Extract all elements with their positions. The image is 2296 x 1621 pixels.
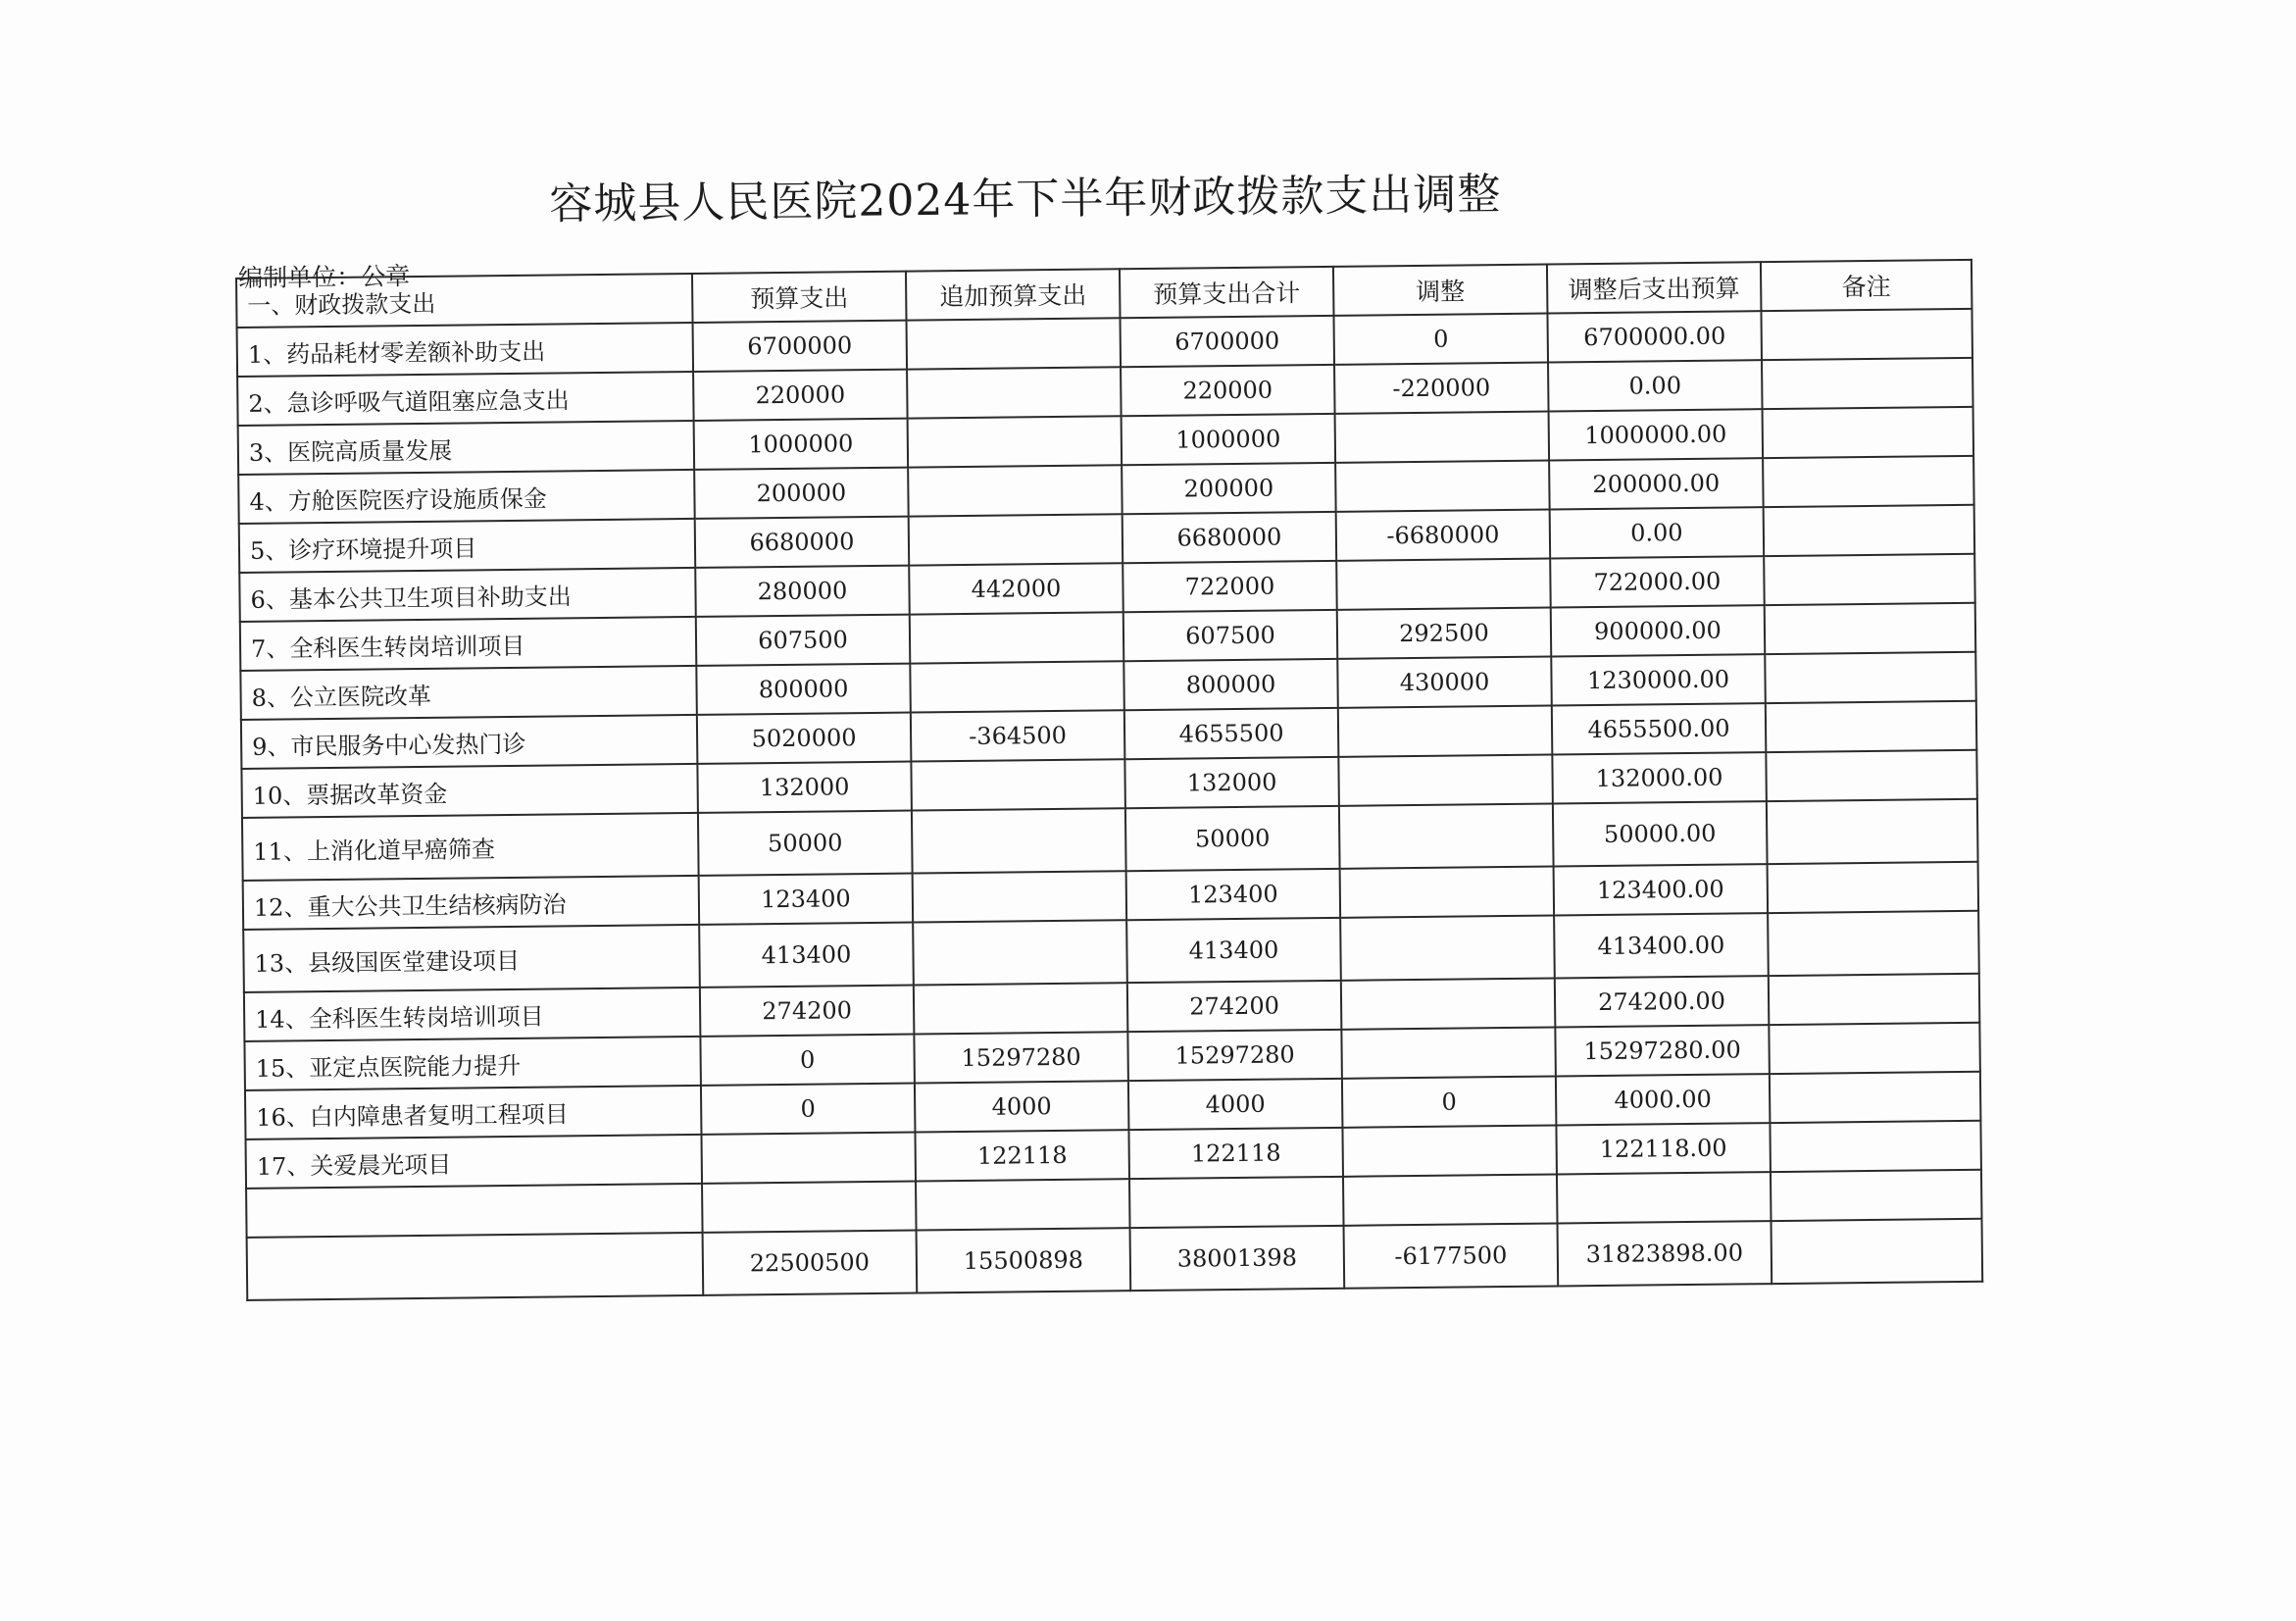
cell-total: 4000 [1128, 1079, 1343, 1130]
cell-budget [702, 1182, 917, 1233]
cell-name [246, 1184, 703, 1238]
cell-note [1762, 358, 1973, 409]
cell-name: 9、市民服务中心发热门诊 [241, 715, 698, 769]
cell-after: 413400.00 [1554, 913, 1769, 978]
cell-additional [912, 808, 1126, 873]
cell-budget: 413400 [699, 923, 914, 988]
total-cell-adjust: -6177500 [1344, 1223, 1559, 1288]
cell-name: 2、急诊呼吸气道阻塞应急支出 [237, 372, 694, 426]
cell-after: 15297280.00 [1555, 1025, 1770, 1076]
cell-note [1761, 309, 1972, 360]
cell-after: 4000.00 [1556, 1074, 1771, 1125]
cell-note [1770, 1072, 1981, 1123]
cell-name: 8、公立医院改革 [240, 666, 697, 720]
cell-name: 16、白内障患者复明工程项目 [245, 1086, 702, 1140]
cell-note [1769, 1023, 1980, 1074]
header-category: 一、财政拨款支出 [236, 274, 693, 328]
cell-after [1557, 1172, 1772, 1223]
header-after: 调整后支出预算 [1547, 262, 1762, 313]
cell-additional [908, 465, 1123, 516]
cell-budget: 0 [701, 1084, 916, 1135]
cell-total: 15297280 [1127, 1030, 1342, 1081]
cell-budget: 50000 [698, 811, 913, 876]
cell-name: 1、药品耗材零差额补助支出 [237, 323, 694, 377]
cell-name: 17、关爱晨光项目 [246, 1135, 703, 1189]
cell-budget: 123400 [699, 874, 914, 925]
cell-total: 132000 [1124, 757, 1339, 808]
cell-budget: 220000 [693, 370, 908, 421]
cell-total: 722000 [1123, 561, 1337, 612]
cell-adjust: 430000 [1337, 656, 1552, 707]
cell-after: 122118.00 [1556, 1123, 1771, 1174]
cell-adjust: -6680000 [1336, 510, 1551, 561]
cell-adjust [1335, 461, 1550, 512]
cell-adjust: 292500 [1337, 608, 1552, 659]
cell-budget: 132000 [697, 762, 912, 813]
cell-budget [701, 1133, 916, 1184]
cell-note [1771, 1170, 1982, 1221]
cell-adjust [1340, 915, 1555, 980]
cell-adjust [1339, 803, 1554, 868]
header-additional: 追加预算支出 [906, 269, 1121, 320]
cell-after: 722000.00 [1550, 556, 1765, 607]
cell-budget: 0 [700, 1035, 915, 1086]
cell-additional [907, 367, 1122, 418]
cell-total: 607500 [1123, 610, 1338, 661]
cell-total: 274200 [1127, 981, 1342, 1032]
header-total: 预算支出合计 [1120, 267, 1334, 318]
cell-after: 132000.00 [1552, 752, 1767, 803]
cell-additional [913, 871, 1127, 922]
cell-budget: 280000 [695, 566, 910, 617]
cell-after: 1230000.00 [1551, 654, 1766, 705]
cell-name: 12、重大公共卫生结核病防治 [243, 876, 700, 930]
cell-total: 50000 [1125, 806, 1340, 871]
cell-after: 0.00 [1548, 360, 1763, 411]
cell-total: 413400 [1126, 918, 1341, 983]
cell-name: 3、医院高质量发展 [238, 421, 695, 475]
cell-note [1768, 911, 1979, 976]
cell-adjust [1338, 705, 1553, 756]
cell-name: 11、上消化道早癌筛查 [242, 813, 699, 881]
cell-additional [916, 1179, 1130, 1230]
cell-budget: 800000 [696, 664, 911, 715]
cell-budget: 274200 [700, 986, 915, 1037]
cell-budget: 6700000 [693, 321, 908, 372]
cell-after: 274200.00 [1555, 976, 1770, 1027]
cell-additional [914, 983, 1128, 1034]
cell-additional: -364500 [911, 710, 1125, 761]
cell-after: 6700000.00 [1547, 311, 1762, 362]
cell-total: 6680000 [1123, 512, 1337, 563]
cell-adjust [1335, 412, 1550, 463]
preparer-unit-label: 编制单位：公章 [238, 262, 411, 292]
cell-after: 0.00 [1550, 507, 1765, 558]
cell-budget: 200000 [694, 468, 909, 519]
table-body [236, 260, 1982, 1300]
total-cell-name [247, 1233, 704, 1300]
cell-note [1766, 750, 1977, 801]
cell-additional: 122118 [915, 1130, 1129, 1181]
budget-adjustment-table [235, 259, 1983, 1301]
total-cell-total: 38001398 [1130, 1226, 1345, 1291]
cell-budget: 6680000 [695, 517, 910, 568]
header-note: 备注 [1761, 260, 1972, 311]
cell-note [1768, 862, 1979, 913]
cell-adjust: 0 [1342, 1076, 1557, 1127]
cell-additional [913, 920, 1127, 985]
cell-total: 200000 [1122, 463, 1336, 514]
cell-additional [907, 318, 1122, 369]
cell-after: 4655500.00 [1552, 703, 1767, 754]
cell-name: 5、诊疗环境提升项目 [239, 519, 696, 573]
cell-adjust [1336, 559, 1551, 610]
header-adjust: 调整 [1333, 265, 1548, 316]
cell-total: 123400 [1126, 869, 1341, 920]
page-title: 容城县人民医院2024年下半年财政拨款支出调整 [549, 169, 1502, 229]
cell-total: 4655500 [1124, 708, 1339, 759]
cell-adjust [1340, 866, 1555, 917]
cell-after: 50000.00 [1553, 801, 1768, 866]
cell-total: 6700000 [1120, 316, 1334, 367]
cell-additional [908, 416, 1123, 467]
cell-budget: 607500 [696, 615, 911, 666]
cell-total [1129, 1177, 1344, 1228]
cell-adjust [1341, 1027, 1556, 1078]
cell-note [1769, 974, 1980, 1025]
cell-additional: 442000 [909, 563, 1123, 614]
cell-name: 15、亚定点医院能力提升 [244, 1037, 701, 1090]
cell-adjust: 0 [1333, 314, 1548, 365]
header-budget: 预算支出 [692, 272, 907, 323]
cell-adjust [1338, 754, 1553, 805]
cell-total: 122118 [1128, 1128, 1343, 1179]
cell-additional [911, 759, 1125, 810]
cell-after: 200000.00 [1549, 458, 1764, 509]
cell-note [1770, 1121, 1981, 1172]
budget-table-wrapper [235, 259, 1983, 1301]
total-cell-note [1772, 1219, 1983, 1284]
cell-adjust [1341, 978, 1556, 1029]
cell-name: 4、方舱医院医疗设施质保金 [238, 470, 695, 524]
cell-name: 7、全科医生转岗培训项目 [240, 617, 697, 671]
total-cell-after: 31823898.00 [1558, 1221, 1772, 1286]
cell-name: 10、票据改革资金 [241, 764, 698, 818]
cell-total: 220000 [1121, 365, 1335, 416]
cell-name: 6、基本公共卫生项目补助支出 [239, 568, 696, 622]
total-cell-additional: 15500898 [917, 1228, 1131, 1292]
cell-adjust [1342, 1125, 1557, 1176]
cell-note [1765, 603, 1976, 654]
cell-budget: 5020000 [697, 713, 912, 764]
cell-additional [910, 661, 1124, 712]
cell-additional [909, 514, 1123, 565]
cell-note [1765, 652, 1976, 703]
cell-after: 900000.00 [1551, 605, 1766, 656]
cell-adjust [1343, 1174, 1558, 1225]
cell-name: 14、全科医生转岗培训项目 [244, 988, 701, 1041]
cell-note [1766, 701, 1977, 752]
cell-additional: 15297280 [914, 1032, 1128, 1083]
cell-after: 123400.00 [1554, 864, 1769, 915]
cell-note [1767, 799, 1978, 864]
cell-total: 800000 [1123, 659, 1338, 710]
cell-note [1763, 456, 1974, 507]
cell-after: 1000000.00 [1549, 409, 1764, 460]
total-cell-budget: 22500500 [703, 1231, 918, 1295]
cell-additional [910, 612, 1124, 663]
cell-name: 13、县级国医堂建设项目 [243, 925, 700, 992]
cell-note [1763, 407, 1974, 458]
cell-adjust: -220000 [1334, 363, 1549, 414]
cell-total: 1000000 [1122, 414, 1336, 465]
cell-note [1764, 554, 1975, 605]
cell-budget: 1000000 [694, 419, 909, 470]
cell-note [1764, 505, 1975, 556]
cell-additional: 4000 [915, 1081, 1129, 1132]
